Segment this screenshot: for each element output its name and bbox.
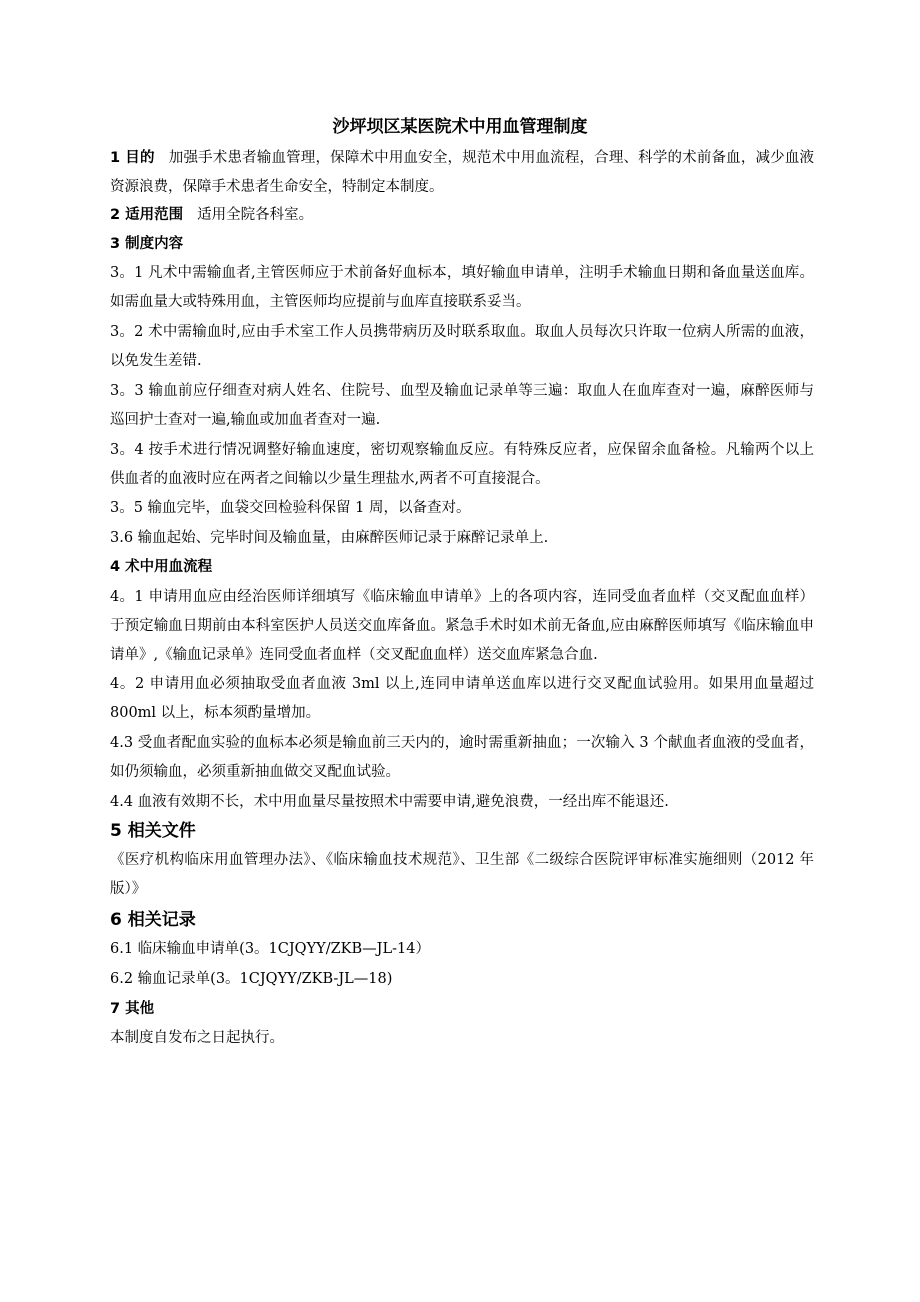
list-item [110,729,814,787]
section-text: 加强手术患者输血管理，保障术中用血安全，规范术中用血流程，合理、科学的术前备血，减少血液资源浪费，保障手术患者生命安全，特制定本制度。 [110,150,814,195]
list-item [110,1024,814,1053]
list-item [110,846,814,904]
paragraph: 6.2 输血记录单(3。1CJQYY/ZKB-JL—18) [110,971,393,987]
paragraph: 《医疗机构临床用血管理办法》、《临床输血技术规范》、卫生部《二级综合医院评审标准实施细则（2012 年版）》 [110,852,814,897]
list-item [110,965,814,994]
paragraph: 3。2 术中需输血时,应由手术室工作人员携带病历及时联系取血。取血人员每次只许取一位病人所需的血液，以免发生差错. [110,324,814,369]
section-heading: 4 术中用血流程 [110,559,213,575]
paragraph: 4。2 申请用血必须抽取受血者血液 3ml 以上,连同申请单送血库以进行交叉配血试验用。如果用血量超过 800ml 以上，标本须酌量增加。 [110,676,814,721]
paragraph: 4.4 血液有效期不长，术中用血量尽量按照术中需要申请,避免浪费，一经出库不能退还. [110,794,669,810]
section-heading: 7 其他 [110,1001,155,1017]
section-heading: 1 目的 [110,150,155,166]
paragraph: 4.3 受血者配血实验的血标本必须是输血前三天内的，逾时需重新抽血；一次输入 3 个献血者血液的受血者，如仍须输血，必须重新抽血做交叉配血试验。 [110,735,814,780]
section-flow [110,553,814,582]
section-related-records [110,906,814,935]
paragraph: 3。1 凡术中需输血者,主管医师应于术前备好血标本，填好输血申请单，注明手术输血日期和备血量送血库。如需血量大或特殊用血，主管医师均应提前与血库直接联系妥当。 [110,265,814,310]
section-heading: 3 制度内容 [110,236,184,252]
section-heading: 2 适用范围 [110,207,184,223]
list-item [110,788,814,817]
paragraph: 6.1 临床输血申请单(3。1CJQYY/ZKB—JL-14） [110,941,430,957]
paragraph: 本制度自发布之日起执行。 [110,1030,284,1046]
section-purpose-paragraph [110,144,814,202]
list-item [110,377,814,435]
list-item [110,524,814,553]
list-item [110,494,814,523]
paragraph: 4。1 申请用血应由经治医师详细填写《临床输血申请单》上的各项内容，连同受血者血样（交叉配血血样）于预定输血日期前由本科室医护人员送交血库备血。紧急手术时如术前无备血,应由麻醉医师填写《临床输血申请单》,《输血记录单》连同受血者血样（交叉配血血样）送交血库紧急合血. [110,589,814,663]
section-other [110,995,814,1024]
list-item [110,670,814,728]
section-content [110,230,814,259]
paragraph: 3。4 按手术进行情况调整好输血速度，密切观察输血反应。有特殊反应者，应保留余血备检。凡输两个以上供血者的血液时应在两者之间输以少量生理盐水,两者不可直接混合。 [110,442,814,487]
list-item [110,935,814,964]
section-heading: 6 相关记录 [110,910,196,930]
list-item [110,259,814,317]
list-item [110,318,814,376]
page-title: 沙坪坝区某医院术中用血管理制度 [332,117,588,137]
paragraph: 3。5 输血完毕，血袋交回检验科保留 1 周，以备查对。 [110,500,471,516]
list-item [110,583,814,670]
section-related-documents [110,817,814,846]
section-purpose [110,144,814,202]
section-heading: 5 相关文件 [110,821,196,841]
section-text: 适用全院各科室。 [197,207,314,223]
section-scope [110,201,814,230]
list-item [110,436,814,494]
paragraph: 3.6 输血起始、完毕时间及输血量，由麻醉医师记录于麻醉记录单上. [110,530,549,546]
paragraph: 3。3 输血前应仔细查对病人姓名、住院号、血型及输血记录单等三遍：取血人在血库查对一遍，麻醉医师与巡回护士查对一遍,输血或加血者查对一遍. [110,383,814,428]
section-scope-paragraph [110,201,814,230]
